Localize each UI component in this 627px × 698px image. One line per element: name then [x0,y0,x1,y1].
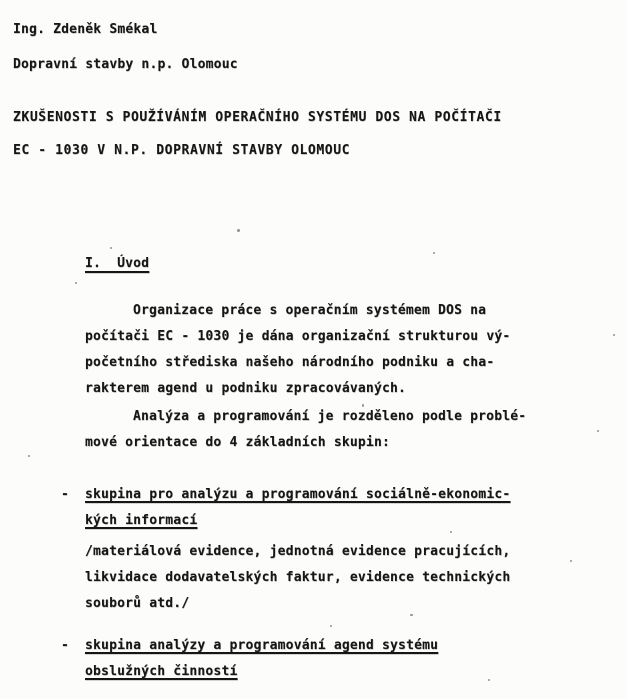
scan-speck [488,679,490,681]
scan-speck [75,282,77,284]
author-organization: Dopravní stavby n.p. Olomouc [13,57,238,72]
bullet-heading-line: kých informací [85,513,198,528]
scan-speck [597,430,599,432]
bullet-heading-line: obslužných činností [85,664,238,679]
scan-speck [450,531,452,533]
scan-speck [570,560,572,562]
scan-speck [410,614,413,616]
scan-speck [613,334,615,336]
paragraph1-line: rakterem agend u podniku zpracovávaných. [85,381,407,396]
bullet-note-line: souborů atd./ [85,596,190,611]
scan-speck [28,455,30,457]
paragraph2-line: Analýza a programování je rozděleno podle problé- [133,409,527,424]
scan-speck [433,252,435,254]
paragraph2-line: mové orientace do 4 základních skupin: [85,435,391,450]
scan-speck [362,404,364,407]
scan-speck [237,229,240,232]
document-title-line-2: EC - 1030 V N.P. DOPRAVNÍ STAVBY OLOMOUC [13,143,351,158]
bullet-note-line: /materiálová evidence, jednotná evidence pracujících, [85,544,511,559]
paragraph1-line: počítači EC - 1030 je dána organizační strukturou vý- [85,329,511,344]
scan-speck [110,247,112,249]
bullet-heading-line: skupina analýzy a programování agend systému [85,638,439,653]
bullet-marker: - [61,487,70,502]
bullet-note-line: likvidace dodavatelských faktur, evidence technických [85,570,511,585]
bullet-marker: - [61,638,70,653]
document-title-line-1: ZKUŠENOSTI S POUŽÍVÁNÍM OPERAČNÍHO SYSTÉMU DOS NA POČÍTAČI [13,110,502,125]
scan-speck [330,625,332,627]
paragraph1-line: početního střediska našeho národního podniku a cha- [85,355,495,370]
paragraph1-line: Organizace práce s operačním systémem DOS na [133,303,487,318]
author-name: Ing. Zdeněk Smékal [13,22,158,37]
bullet-heading-line: skupina pro analýzu a programování sociálně-ekonomic- [85,487,511,502]
section-heading: I. Úvod [85,256,150,271]
